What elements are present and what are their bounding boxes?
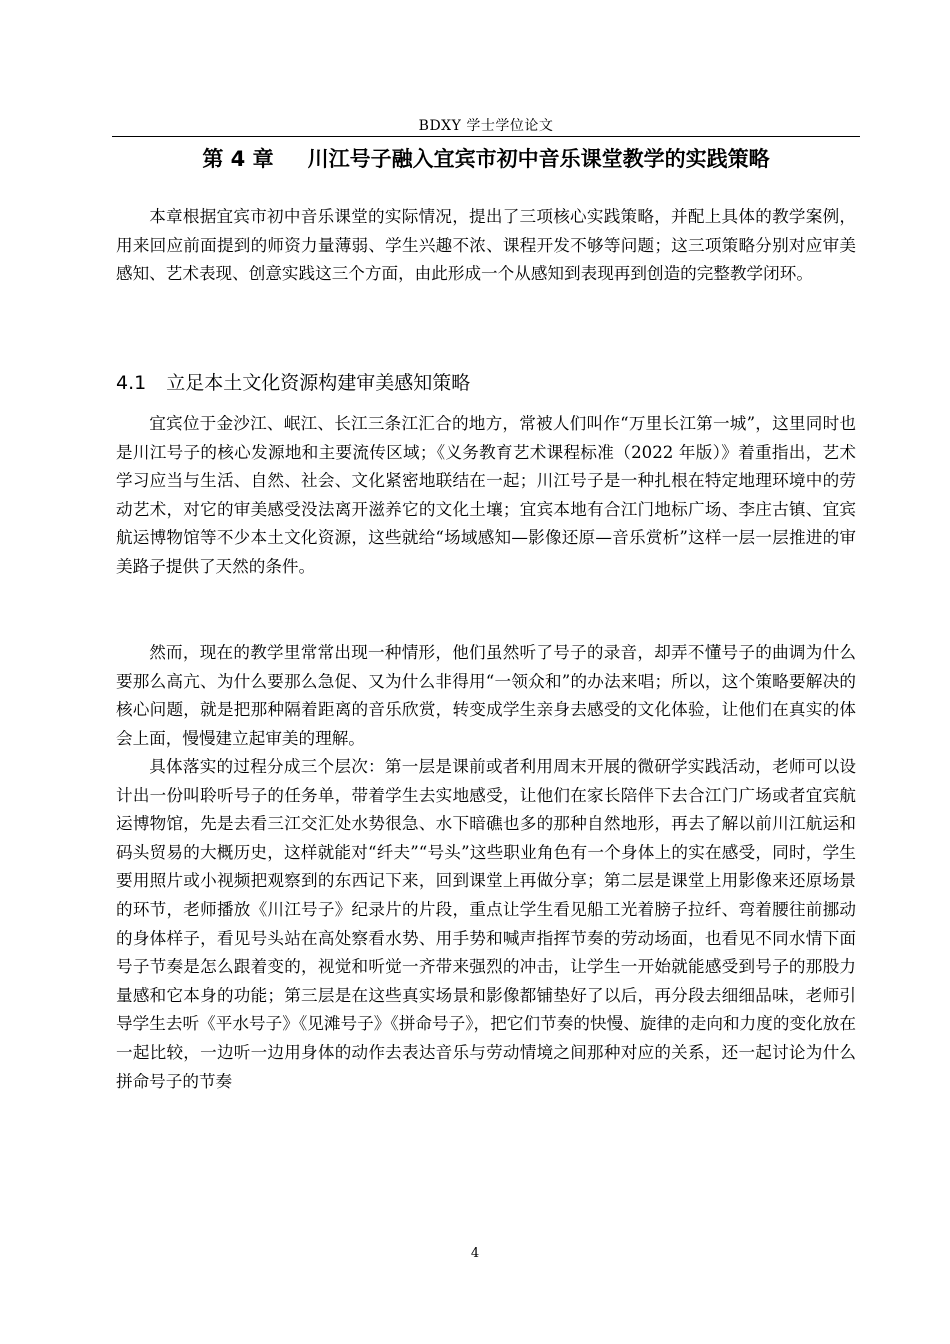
body-paragraph: 宜宾位于金沙江、岷江、长江三条江汇合的地方，常被人们叫作“万里长江第一城”，这里同时也是川江号子的核心发源地和主要流传区域；《义务教育艺术课程标准（2022 年版）》着重指出，艺术学习应当与生活、自然、社会、文化紧密地联结在一起；川江号子是一种扎根在特定地理环境中的劳动艺术，对它的审美感受没法离开滋养它的文化土壤；宜宾本地有合江门地标广场、李庄古镇、宜宾航运博物馆等不少本土文化资源，这些就给“场域感知—影像还原—音乐赏析”这样一层一层推进的审美路子提供了天然的条件。 — [116, 414, 856, 576]
chapter-title-text: 川江号子融入宜宾市初中音乐课堂教学的实践策略 — [307, 147, 770, 171]
chapter-title — [112, 144, 860, 174]
section-heading — [116, 368, 470, 398]
section-title: 立足本土文化资源构建审美感知策略 — [166, 372, 471, 394]
section-number: 4.1 — [116, 372, 147, 394]
page-number: 4 — [470, 1246, 480, 1261]
running-header: BDXY 学士学位论文 — [418, 118, 554, 134]
intro-paragraph: 本章根据宜宾市初中音乐课堂的实际情况，提出了三项核心实践策略，并配上具体的教学案例，用来回应前面提到的师资力量薄弱、学生兴趣不浓、课程开发不够等问题；这三项策略分别对应审美感知、艺术表现、创意实践这三个方面，由此形成一个从感知到表现再到创造的完整教学闭环。 — [116, 207, 856, 284]
chapter-number: 第 4 章 — [202, 147, 274, 171]
body-paragraph: 具体落实的过程分成三个层次：第一层是课前或者利用周末开展的微研学实践活动，老师可以设计出一份叫聆听号子的任务单，带着学生去实地感受，让他们在家长陪伴下去合江门广场或者宜宾航运博物馆，先是去看三江交汇处水势很急、水下暗礁也多的那种自然地形，再去了解以前川江航运和码头贸易的大概历史，这样就能对“纤夫”“号头”这些职业角色有一个身体上的实在感受，同时，学生要用照片或小视频把观察到的东西记下来，回到课堂上再做分享；第二层是课堂上用影像来还原场景的环节，老师播放《川江号子》纪录片的片段，重点让学生看见船工光着膀子拉纤、弯着腰往前挪动的身体样子，看见号头站在高处察看水势、用手势和喊声指挥节奏的劳动场面，也看见不同水情下面号子节奏是怎么跟着变的，视觉和听觉一齐带来强烈的冲击，让学生一开始就能感受到号子的那股力量感和它本身的功能；第三层是在这些真实场景和影像都铺垫好了以后，再分段去细细品味，老师引导学生去听《平水号子》《见滩号子》《拼命号子》，把它们节奏的快慢、旋律的走向和力度的变化放在一起比较，一边听一边用身体的动作去表达音乐与劳动情境之间那种对应的关系，还一起讨论为什么拼命号子的节奏 — [116, 757, 856, 1091]
header-rule — [112, 136, 860, 137]
body-paragraph: 然而，现在的教学里常常出现一种情形，他们虽然听了号子的录音，却弄不懂号子的曲调为什么要那么高亢、为什么要那么急促、又为什么非得用“一领众和”的办法来唱；所以，这个策略要解决的核心问题，就是把那种隔着距离的音乐欣赏，转变成学生亲身去感受的文化体验，让他们在真实的体会上面，慢慢建立起审美的理解。 — [116, 643, 856, 748]
